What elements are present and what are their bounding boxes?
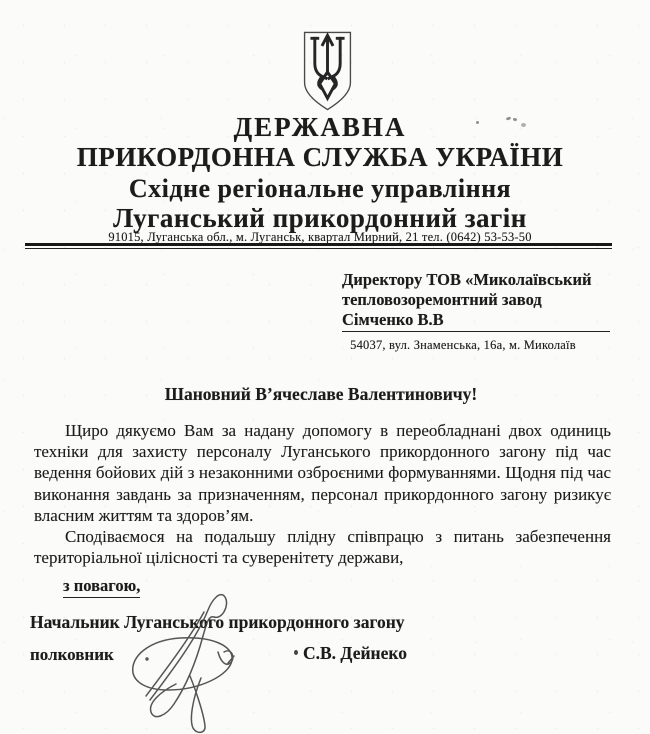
letter-body [34,420,611,568]
signatory-name: С.В. Дейнеко [303,643,407,663]
recipient-line1: Директору ТОВ «Миколаївський [342,270,592,289]
recipient-block [342,270,610,355]
recipient-line2: тепловозоремонтний завод [342,290,542,309]
scan-artifact-mark [476,121,479,124]
ukraine-tryzub-shield-icon [299,31,356,111]
border-detachment-name: Луганський прикордонний загін [113,203,527,233]
ink-dot-artifact [294,650,298,655]
org-name-line1: ДЕРЖАВНА [233,112,407,142]
signatory-rank: полковник [30,645,114,664]
letterhead-address: 91015, Луганська обл., м. Луганськ, квартал Мирний, 21 тел. (0642) 53-53-50 [108,230,532,244]
scan-artifact-mark [521,123,526,127]
signatory-title: Начальник Луганського прикордонного загону [30,612,405,632]
body-paragraph-1: Щиро дякуємо Вам за надану допомогу в переобладнані двох одиниць техніки для захисту персоналу Луганського прикордонного загону під час ведення бойових дій з незаконними озброєними формуваннями. Щодня під час виконання завдань за призначенням, персонал прикордонного загону ризикує власним життям та здоров’ям. [34,421,611,525]
regional-office-name: Східне регіональне управління [128,174,512,203]
recipient-name: Сімченко В.В [342,310,610,332]
handwritten-signature-icon [100,578,320,734]
recipient-address: 54037, вул. Знаменська, 16а, м. Миколаїв [350,338,576,352]
salutation: Шановний В’ячеславе Валентиновичу! [164,384,478,404]
letterhead-divider-rule [25,243,612,249]
body-paragraph-2: Сподіваємося на подальшу плідну співпрацю з питань забезпечення територіальної цілісності та суверенітету держави, [34,527,611,568]
org-name-line2: ПРИКОРДОННА СЛУЖБА УКРАЇНИ [76,142,564,172]
closing-phrase: з повагою, [63,576,140,598]
